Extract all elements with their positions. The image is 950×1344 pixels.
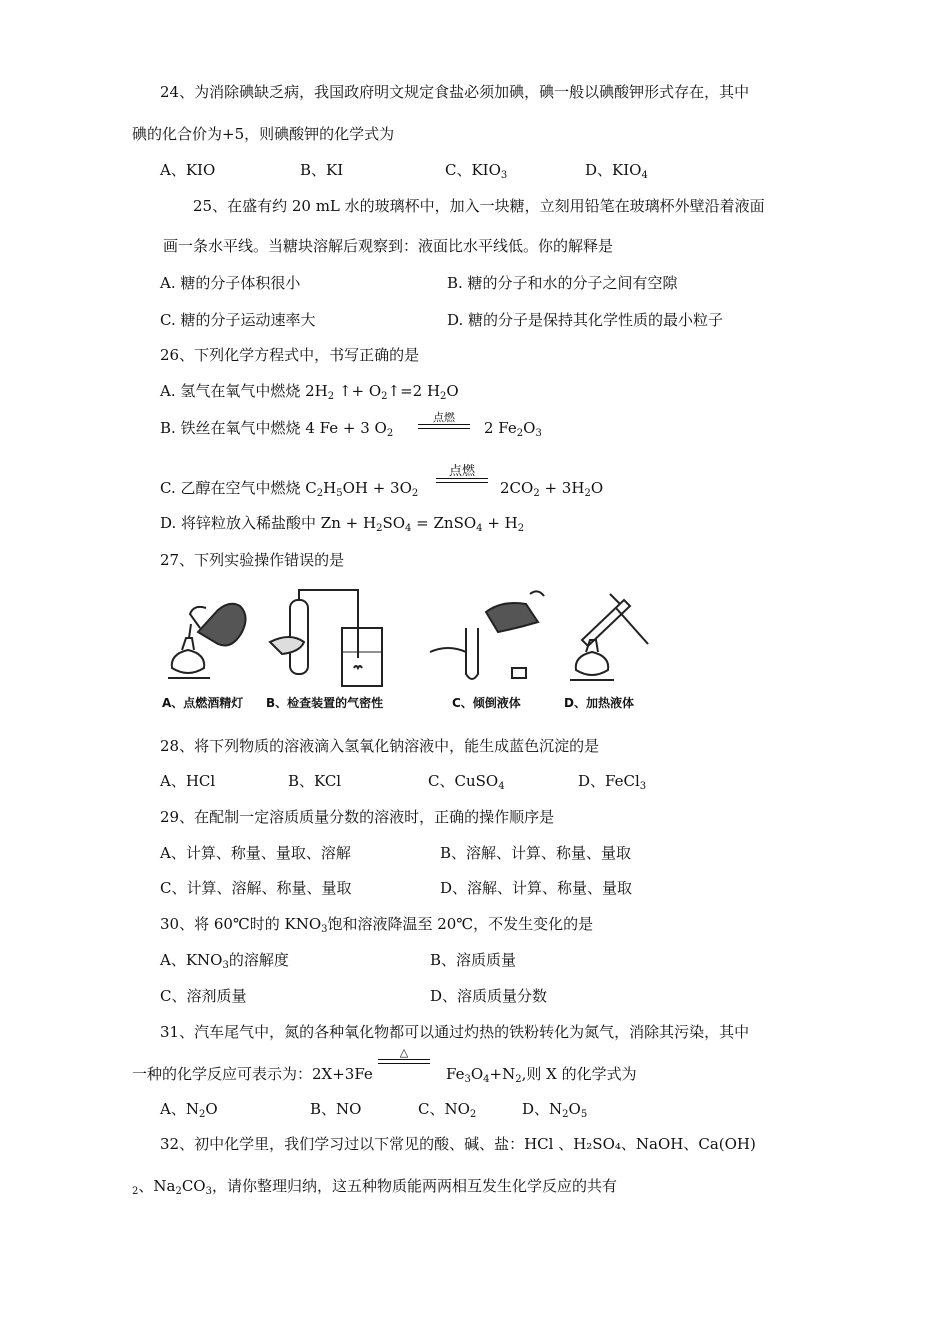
- q30-option-a: A、$KNO_3$的溶解度: [160, 951, 289, 971]
- q32-stem-line2: $_2$、$Na_2CO_3$，请你整理归纳，这五种物质能两两相互发生化学反应的共有: [132, 1177, 617, 1197]
- q24-stem-line1: 24、为消除碘缺乏病，我国政府明文规定食盐必须加碘，碘一般以碘酸钾形式存在，其中: [160, 83, 750, 101]
- q26-option-b-right: 2 $Fe_2O_3$: [484, 419, 542, 439]
- lab-operations-illustration: [160, 588, 660, 694]
- figure-caption-c: C、倾倒液体: [452, 696, 521, 710]
- q31-option-a: A、$N_2O$: [160, 1100, 218, 1120]
- q32-stem-line1: 32、初中化学里，我们学习过以下常见的酸、碱、盐：HCl 、H₂SO₄、NaOH、Ca(OH): [160, 1135, 756, 1153]
- q25-stem-line1: 25、在盛有约 20 mL 水的玻璃杯中，加入一块糖，立刻用铅笔在玻璃杯外壁沿着液面: [193, 197, 765, 215]
- q31-stem-line2-left: 一种的化学反应可表示为：2X+3Fe: [132, 1065, 373, 1083]
- q31-option-c: C、$NO_2$: [418, 1100, 477, 1120]
- q31-heat-condition: △: [378, 1047, 430, 1064]
- q26-stem: 26、下列化学方程式中，书写正确的是: [160, 346, 420, 364]
- q26-option-b-condition: 点燃: [418, 412, 470, 429]
- q26-option-d: D. 将锌粒放入稀盐酸中 $Zn + H_2SO_4$ = ZnSO$_4$ + $H_2$: [160, 514, 525, 534]
- figure-caption-b: B、检查装置的气密性: [266, 696, 384, 710]
- q31-stem-line2-right: $Fe_3O_4+N_2$,则 X 的化学式为: [446, 1065, 637, 1085]
- q26-option-c-condition: 点燃: [436, 466, 488, 483]
- q25-option-d: D. 糖的分子是保持其化学性质的最小粒子: [447, 311, 724, 329]
- q31-option-d: D、$N_2O_5$: [522, 1100, 588, 1120]
- q29-option-c: C、计算、溶解、称量、量取: [160, 879, 352, 897]
- q27-stem: 27、下列实验操作错误的是: [160, 551, 345, 569]
- q25-option-a: A. 糖的分子体积很小: [160, 274, 301, 292]
- q30-stem: 30、将 60℃时的 $KNO_3$饱和溶液降温至 20℃，不发生变化的是: [160, 915, 594, 935]
- airtightness-check-icon: [270, 590, 382, 686]
- q26-option-a: A. 氢气在氧气中燃烧 $2H_2$ ↑+ $O_2↑=2$ $H_2O$: [160, 382, 459, 402]
- alcohol-lamp-icon: [168, 604, 246, 678]
- q24-option-b: B、KI: [300, 161, 344, 179]
- figure-caption-d: D、加热液体: [564, 696, 634, 710]
- q28-stem: 28、将下列物质的溶液滴入氢氧化钠溶液中，能生成蓝色沉淀的是: [160, 737, 600, 755]
- q30-option-d: D、溶质质量分数: [430, 987, 548, 1005]
- q29-option-d: D、溶解、计算、称量、量取: [440, 879, 633, 897]
- heating-liquid-icon: [570, 594, 648, 680]
- q24-option-a: A、KIO: [160, 161, 216, 179]
- q25-option-c: C. 糖的分子运动速率大: [160, 311, 316, 329]
- q26-option-c-right: $2CO_2 + 3H_2O$: [500, 479, 604, 499]
- q28-option-a: A、HCl: [160, 772, 216, 790]
- q28-option-b: B、KCl: [288, 772, 342, 790]
- q25-option-b: B. 糖的分子和水的分子之间有空隙: [447, 274, 678, 292]
- q31-stem-line1: 31、汽车尾气中，氮的各种氧化物都可以通过灼热的铁粉转化为氮气，消除其污染，其中: [160, 1023, 750, 1041]
- q30-option-c: C、溶剂质量: [160, 987, 247, 1005]
- pouring-liquid-icon: [430, 591, 544, 679]
- q24-option-d: D、$KIO_4$: [585, 161, 648, 181]
- q31-option-b: B、NO: [310, 1100, 362, 1118]
- q26-option-b-left: B. 铁丝在氧气中燃烧 4 Fe + 3 $O_2$: [160, 419, 394, 439]
- q28-option-c: C、CuSO$_4$: [428, 772, 505, 792]
- q30-option-b: B、溶质质量: [430, 951, 517, 969]
- q29-stem: 29、在配制一定溶质质量分数的溶液时，正确的操作顺序是: [160, 808, 555, 826]
- q29-option-b: B、溶解、计算、称量、量取: [440, 844, 632, 862]
- q28-option-d: D、FeCl$_3$: [578, 772, 647, 792]
- q26-option-c-left: C. 乙醇在空气中燃烧 $C_2H_5OH + 3O_2$: [160, 479, 419, 499]
- q24-option-c: C、$KIO_3$: [445, 161, 508, 181]
- q25-stem-line2: 画一条水平线。当糖块溶解后观察到：液面比水平线低。你的解释是: [163, 237, 614, 255]
- figure-caption-a: A、点燃酒精灯: [162, 696, 244, 710]
- q29-option-a: A、计算、称量、量取、溶解: [160, 844, 351, 862]
- lab-operations-figure: [160, 588, 660, 718]
- q24-stem-line2: 碘的化合价为+5，则碘酸钾的化学式为: [132, 125, 395, 143]
